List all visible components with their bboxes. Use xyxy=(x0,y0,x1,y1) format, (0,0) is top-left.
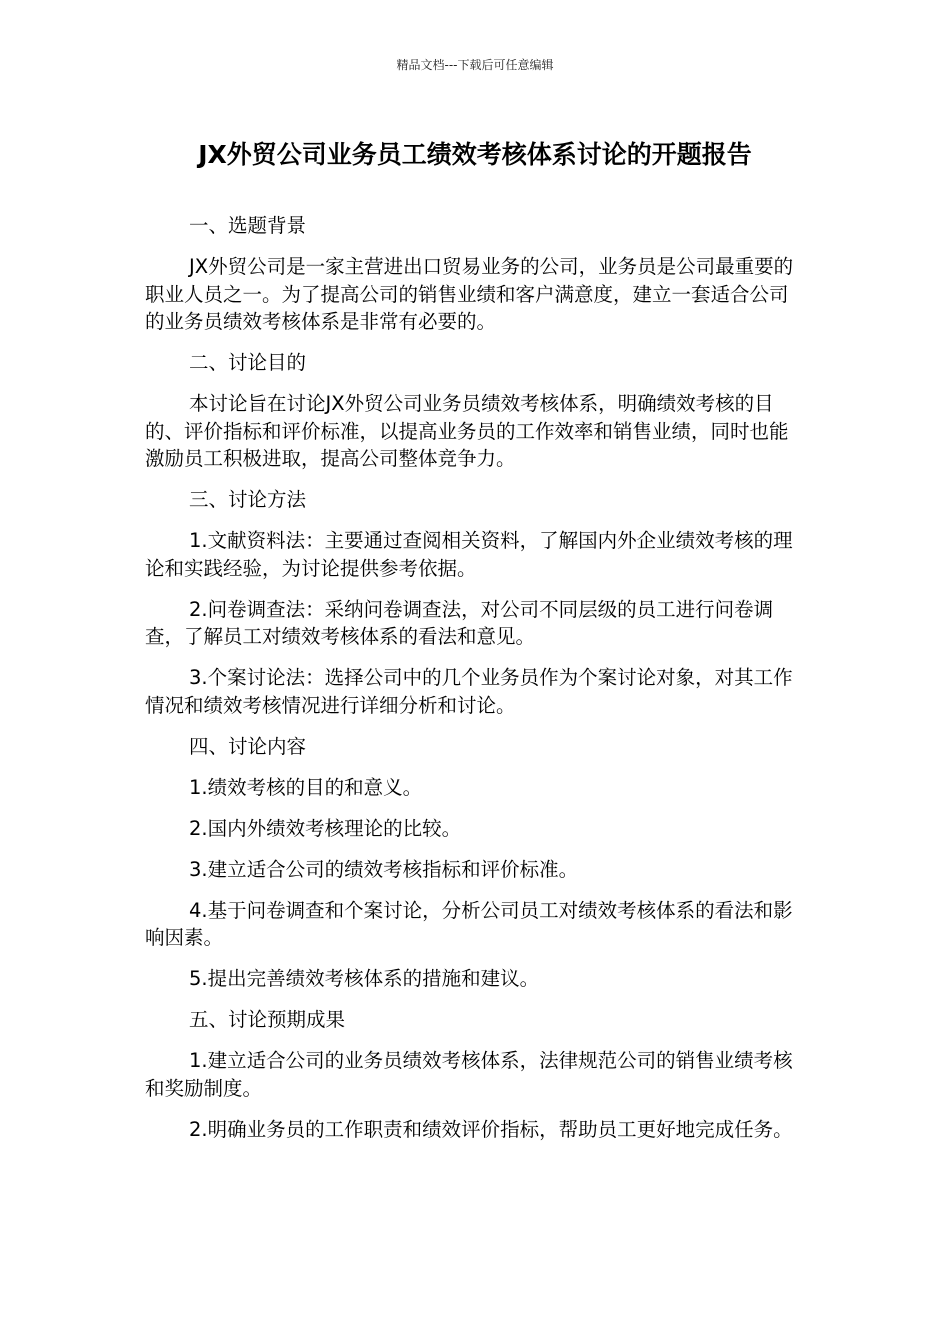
paragraph: 本讨论旨在讨论JX外贸公司业务员绩效考核体系，明确绩效考核的目的、评价指标和评价标准，以提高业务员的工作效率和销售业绩，同时也能激励员工积极进取，提高公司整体竞争力。 xyxy=(145,392,789,470)
list-item: 2.国内外绩效考核理论的比较。 xyxy=(189,816,462,840)
list-item: 2.问卷调查法：采纳问卷调查法，对公司不同层级的员工进行问卷调查，了解员工对绩效考核体系的看法和意见。 xyxy=(145,597,774,648)
list-item: 1.绩效考核的目的和意义。 xyxy=(189,775,423,799)
section-heading: 四、讨论内容 xyxy=(189,734,307,758)
list-item: 1.文献资料法：主要通过查阅相关资料，了解国内外企业绩效考核的理论和实践经验，为讨论提供参考依据。 xyxy=(145,529,793,580)
list-item: 4.基于问卷调查和个案讨论，分析公司员工对绩效考核体系的看法和影响因素。 xyxy=(145,898,793,949)
document-body xyxy=(145,212,805,1157)
header-watermark: 精品文档---下载后可任意编辑 xyxy=(396,58,554,72)
section-heading: 二、讨论目的 xyxy=(189,351,307,374)
document-title: JX外贸公司业务员工绩效考核体系讨论的开题报告 xyxy=(198,140,752,169)
list-item: 1.建立适合公司的业务员绩效考核体系，法律规范公司的销售业绩考核和奖励制度。 xyxy=(145,1049,793,1100)
list-item: 3.建立适合公司的绩效考核指标和评价标准。 xyxy=(189,857,579,881)
list-item: 3.个案讨论法：选择公司中的几个业务员作为个案讨论对象，对其工作情况和绩效考核情况进行详细分析和讨论。 xyxy=(145,666,793,717)
section-heading: 一、选题背景 xyxy=(189,214,307,237)
section-heading: 五、讨论预期成果 xyxy=(189,1008,346,1031)
list-item: 5.提出完善绩效考核体系的措施和建议。 xyxy=(189,967,540,990)
paragraph: JX外贸公司是一家主营进出口贸易业务的公司，业务员是公司最重要的职业人员之一。为了提高公司的销售业绩和客户满意度，建立一套适合公司的业务员绩效考核体系是非常有必要的。 xyxy=(145,255,794,333)
list-item: 2.明确业务员的工作职责和绩效评价指标，帮助员工更好地完成任务。 xyxy=(189,1117,793,1141)
section-heading: 三、讨论方法 xyxy=(189,488,307,511)
